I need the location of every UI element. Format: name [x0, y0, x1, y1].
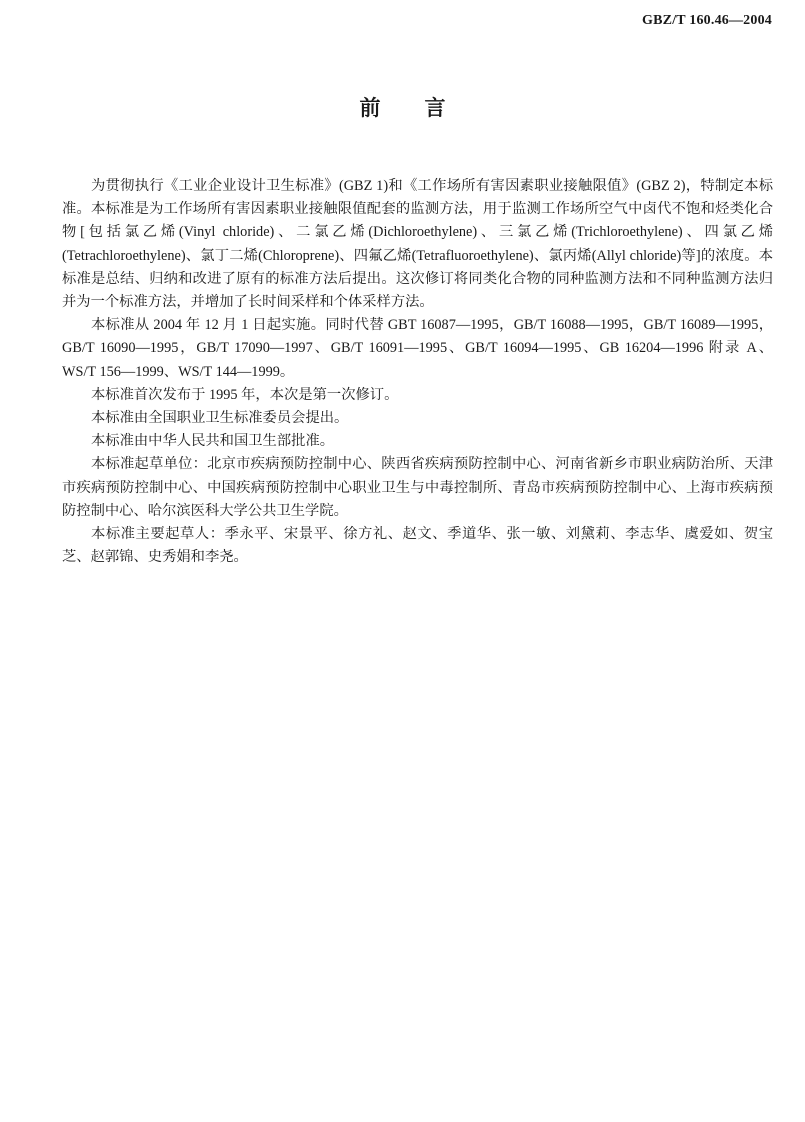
paragraph-proposed-by: 本标准由全国职业卫生标准委员会提出。 — [91, 410, 349, 427]
paragraph-approved-by: 本标准由中华人民共和国卫生部批准。 — [91, 433, 335, 450]
paragraph-effective-date: 本标准从 2004 年 12 月 1 日起实施。同时代替 GBT 16087—1995，GB/T 16088—1995，GB/T 16089—1995，GB/T 16090—1995，GB/T 17090—1997、GB/T 16091—1995、GB/T 16094—1995、GB 16204—1996 附录 A、WS/T 156—1999、WS/T 144—1999。 — [62, 317, 773, 380]
document-body — [62, 175, 773, 569]
paragraph-drafting-units: 本标准起草单位：北京市疾病预防控制中心、陕西省疾病预防控制中心、河南省新乡市职业病防治所、天津市疾病预防控制中心、中国疾病预防控制中心职业卫生与中毒控制所、青岛市疾病预防控制中心、上海市疾病预防控制中心、哈尔滨医科大学公共卫生学院。 — [62, 456, 773, 519]
paragraph-drafters: 本标准主要起草人：季永平、宋景平、徐方礼、赵文、季道华、张一敏、刘黛莉、李志华、虞爱如、贺宝芝、赵郭锦、史秀娟和李尧。 — [62, 526, 773, 566]
paragraph-first-release: 本标准首次发布于 1995 年，本次是第一次修订。 — [91, 386, 399, 403]
page-title: 前言 — [359, 96, 490, 120]
paragraph-purpose: 为贯彻执行《工业企业设计卫生标准》(GBZ 1)和《工作场所有害因素职业接触限值》(GBZ 2)，特制定本标准。本标准是为工作场所有害因素职业接触限值配套的监测方法，用于监测工作场所空气中卤代不饱和烃类化合物[包括氯乙烯(Vinyl chloride)、二氯乙烯(Dichloroethylene)、三氯乙烯(Trichloroethylene)、四氯乙烯(Tetrachloroethylene)、氯丁二烯(Chloroprene)、四氟乙烯(Tetrafluoroethylene)、氯丙烯(Allyl chloride)等]的浓度。本标准是总结、归纳和改进了原有的标准方法后提出。这次修订将同类化合物的同种监测方法和不同种监测方法归并为一个标准方法，并增加了长时间采样和个体采样方法。 — [62, 178, 773, 311]
standard-number-header: GBZ/T 160.46—2004 — [642, 13, 772, 28]
